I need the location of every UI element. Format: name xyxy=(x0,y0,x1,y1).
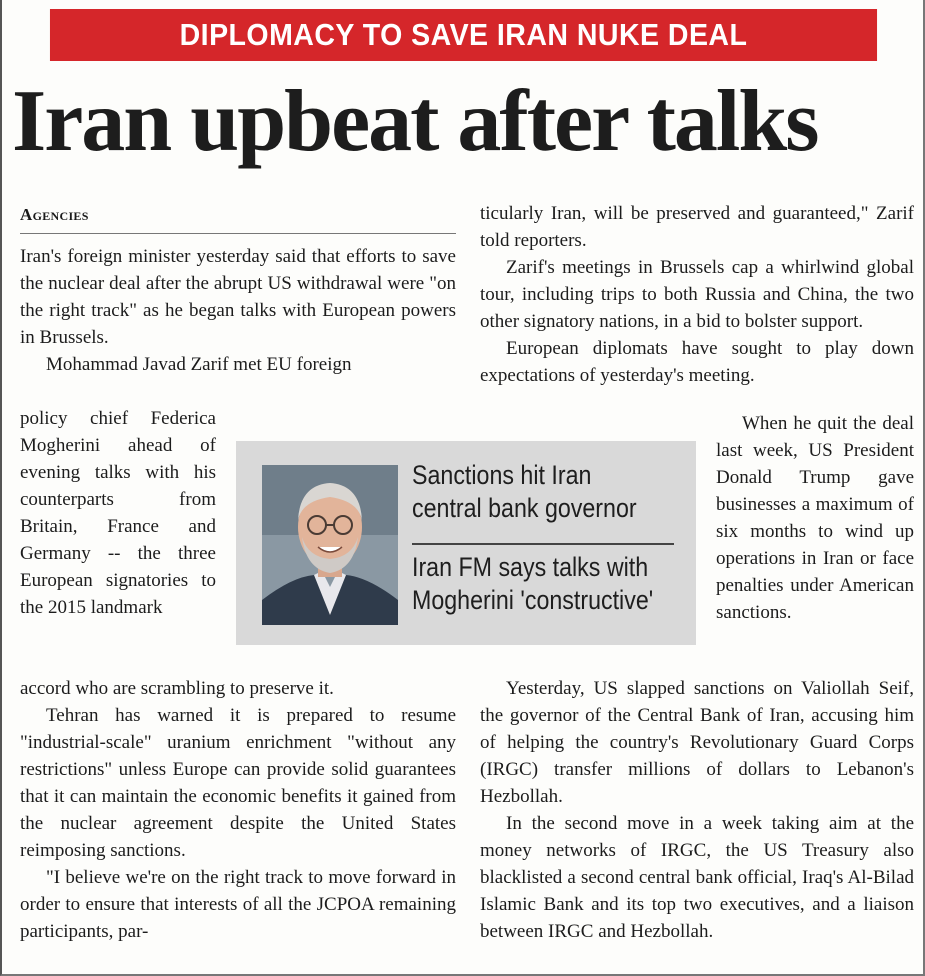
byline: Agencies xyxy=(20,205,89,224)
kicker-banner: DIPLOMACY TO SAVE IRAN NUKE DEAL xyxy=(50,9,877,61)
column-2-wrap xyxy=(716,410,914,626)
paragraph: accord who are scrambling to preserve it. xyxy=(20,678,334,699)
paragraph: ticularly Iran, will be preserved and guaranteed," Zarif told reporters. xyxy=(480,203,914,251)
column-2-bottom xyxy=(480,675,914,945)
paragraph: In the second move in a week taking aim at the money networks of IRGC, the US Treasury also blacklisted a second central bank official, Iraq's Al-Bilad Islamic Bank and its top two executives, and a liaison between IRGC and Hezbollah. xyxy=(480,813,914,942)
column-2-top xyxy=(480,200,914,389)
paragraph: Yesterday, US slapped sanctions on Valiollah Seif, the governor of the Central Bank of Iran, accusing him of helping the country's Revolutionary Guard Corps (IRGC) transfer millions of dollars to Lebanon's Hezbollah. xyxy=(480,678,914,807)
paragraph: Tehran has warned it is prepared to resume "industrial-scale" uranium enrichment "without any restrictions" unless Europe can provide solid guarantees that it can maintain the economic benefits it gained from the nuclear agreement despite the United States reimposing sanctions. xyxy=(20,705,456,861)
column-1-wrap xyxy=(20,405,216,621)
paragraph: Zarif's meetings in Brussels cap a whirlwind global tour, including trips to both Russia and China, the two other signatory nations, in a bid to bolster support. xyxy=(480,257,914,332)
byline-rule xyxy=(20,233,456,234)
promo-line: central bank governor xyxy=(412,493,637,523)
promo-line: Mogherini 'constructive' xyxy=(412,585,654,615)
promo-link-talks[interactable] xyxy=(412,551,654,617)
promo-divider xyxy=(412,543,674,545)
promo-link-sanctions[interactable] xyxy=(412,459,644,525)
paragraph: Iran's foreign minister yesterday said that efforts to save the nuclear deal after the abrupt US withdrawal were "on the right track" as he began talks with European powers in Brussels. xyxy=(20,246,456,348)
paragraph: When he quit the deal last week, US President Donald Trump gave businesses a maximum of six months to wind up operations in Iran or face penalties under American sanctions. xyxy=(716,413,914,623)
paragraph: "I believe we're on the right track to move forward in order to ensure that interests of all the JCPOA remaining participants, par- xyxy=(20,867,456,942)
paragraph: Mohammad Javad Zarif met EU foreign xyxy=(46,354,352,375)
paragraph: policy chief Federica Mogherini ahead of evening talks with his counterparts from Britain, France and Germany -- the three European signatories to the 2015 landmark xyxy=(20,408,216,618)
promo-line: Sanctions hit Iran xyxy=(412,460,592,490)
headline: Iran upbeat after talks xyxy=(12,73,818,170)
promo-line: Iran FM says talks with xyxy=(412,552,649,582)
portrait-illustration xyxy=(262,465,398,625)
column-1-top xyxy=(20,243,456,378)
paragraph: European diplomats have sought to play down expectations of yesterday's meeting. xyxy=(480,338,914,386)
related-stories-box xyxy=(236,441,696,645)
column-1-bottom xyxy=(20,675,456,945)
portrait-photo xyxy=(262,465,398,625)
